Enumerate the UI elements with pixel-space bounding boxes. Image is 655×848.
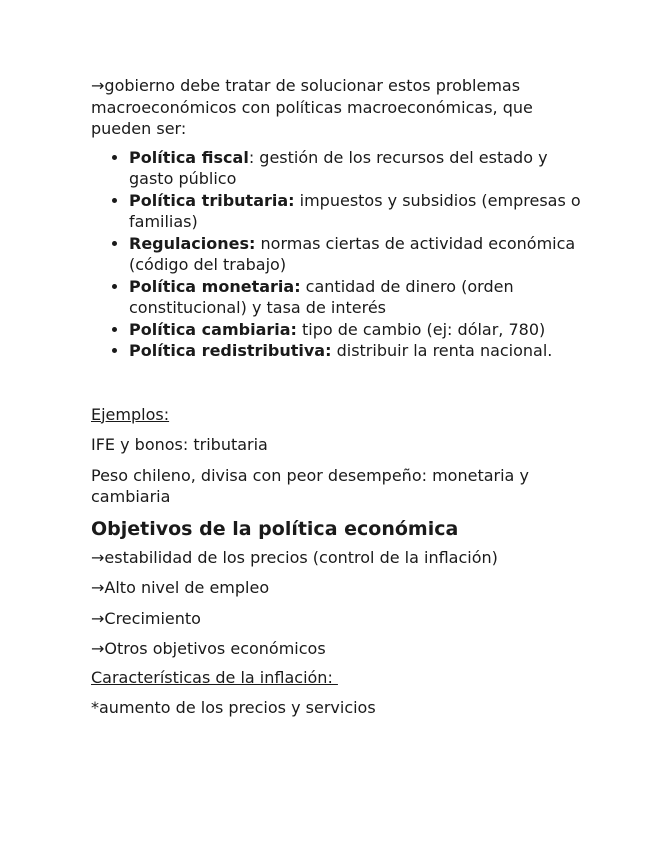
example-line: IFE y bonos: tributaria (91, 435, 268, 454)
list-item (129, 340, 581, 362)
examples-label: Ejemplos: (91, 404, 170, 424)
list-item (129, 276, 581, 319)
example-line: Peso chileno, divisa con peor desempeño: monetaria y cambiaria (91, 465, 529, 506)
policy-description: : gestión de los recursos del estado y gasto público (129, 147, 548, 188)
objective-line: →estabilidad de los precios (control de la inflación) (91, 547, 498, 567)
list-item (129, 319, 581, 341)
list-item (129, 233, 581, 276)
inflation-line: *aumento de los precios y servicios (91, 698, 376, 717)
policy-description: tipo de cambio (ej: dólar, 780) (296, 319, 546, 339)
policy-term: Política fiscal (129, 147, 249, 167)
policy-term: Regulaciones: (129, 233, 256, 253)
policy-term: Política monetaria: (129, 276, 301, 296)
objective-line: →Otros objetivos económicos (91, 639, 326, 658)
policy-term: Política redistributiva: (129, 341, 332, 360)
document-page (91, 75, 581, 719)
objective-line: →Crecimiento (91, 608, 201, 628)
inflation-label: Características de la inflación: (91, 667, 338, 687)
policy-description: normas ciertas de actividad económica (código del trabajo) (129, 233, 576, 274)
policy-description: impuestos y subsidios (empresas o familias) (129, 190, 581, 231)
policy-term: Política cambiaria: (129, 319, 297, 339)
list-item (129, 190, 581, 233)
policy-list (91, 147, 581, 362)
list-item (129, 147, 581, 190)
objectives-heading: Objetivos de la política económica (91, 517, 459, 540)
policy-description: distribuir la renta nacional. (331, 341, 553, 360)
intro-paragraph: →gobierno debe tratar de solucionar estos problemas macroeconómicos con políticas macroeconómicas, que pueden ser: (91, 76, 533, 138)
policy-description: cantidad de dinero (orden constitucional) y tasa de interés (129, 276, 514, 317)
policy-term: Política tributaria: (129, 190, 295, 210)
objective-line: →Alto nivel de empleo (91, 578, 270, 597)
